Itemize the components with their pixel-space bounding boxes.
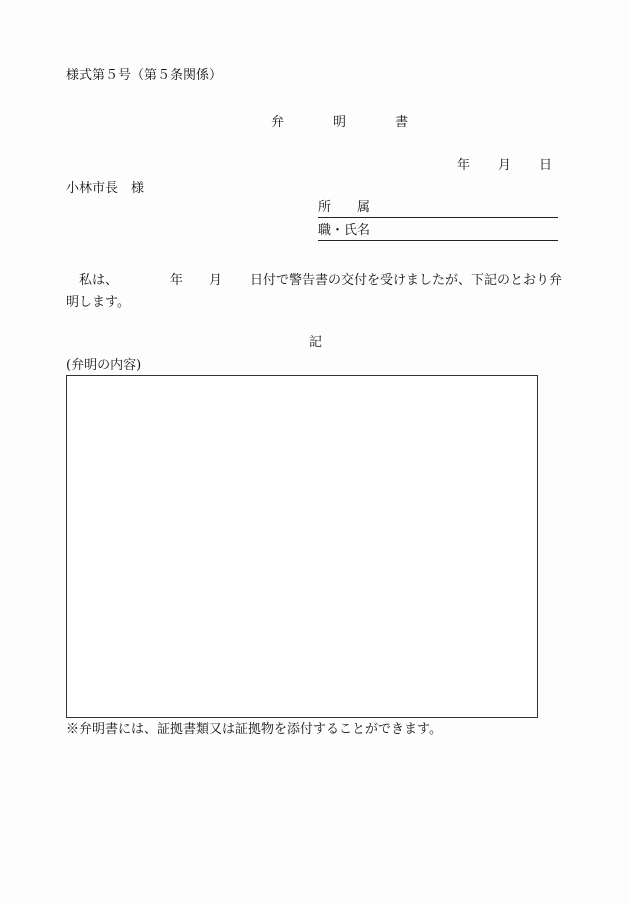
explanation-content-box[interactable] [66, 375, 538, 718]
document-title: 弁 明 書 [271, 115, 427, 130]
statement-start: 私は、 [79, 273, 119, 288]
ki-heading: 記 [309, 335, 323, 350]
statement-paragraph [66, 270, 566, 314]
footnote: ※弁明書には、証拠書類又は証拠物を添付することができます。 [66, 722, 442, 737]
date-line [457, 159, 552, 172]
statement-year-label: 年 [170, 273, 184, 288]
content-label: (弁明の内容) [66, 358, 142, 373]
date-year-label: 年 [457, 158, 471, 173]
name-label: 職・氏名 [318, 223, 371, 238]
date-month-label: 月 [498, 158, 512, 173]
name-field[interactable] [318, 224, 558, 241]
statement-rest: 日付で警告書の交付を受けましたが、下記のとおり弁明します。 [66, 273, 563, 310]
addressee: 小林市長 様 [66, 181, 145, 196]
statement-month-label: 月 [209, 273, 223, 288]
form-number: 様式第５号（第５条関係） [66, 68, 223, 83]
affiliation-label: 所 属 [318, 200, 371, 215]
date-day-label: 日 [539, 158, 553, 173]
affiliation-field[interactable] [318, 201, 558, 218]
